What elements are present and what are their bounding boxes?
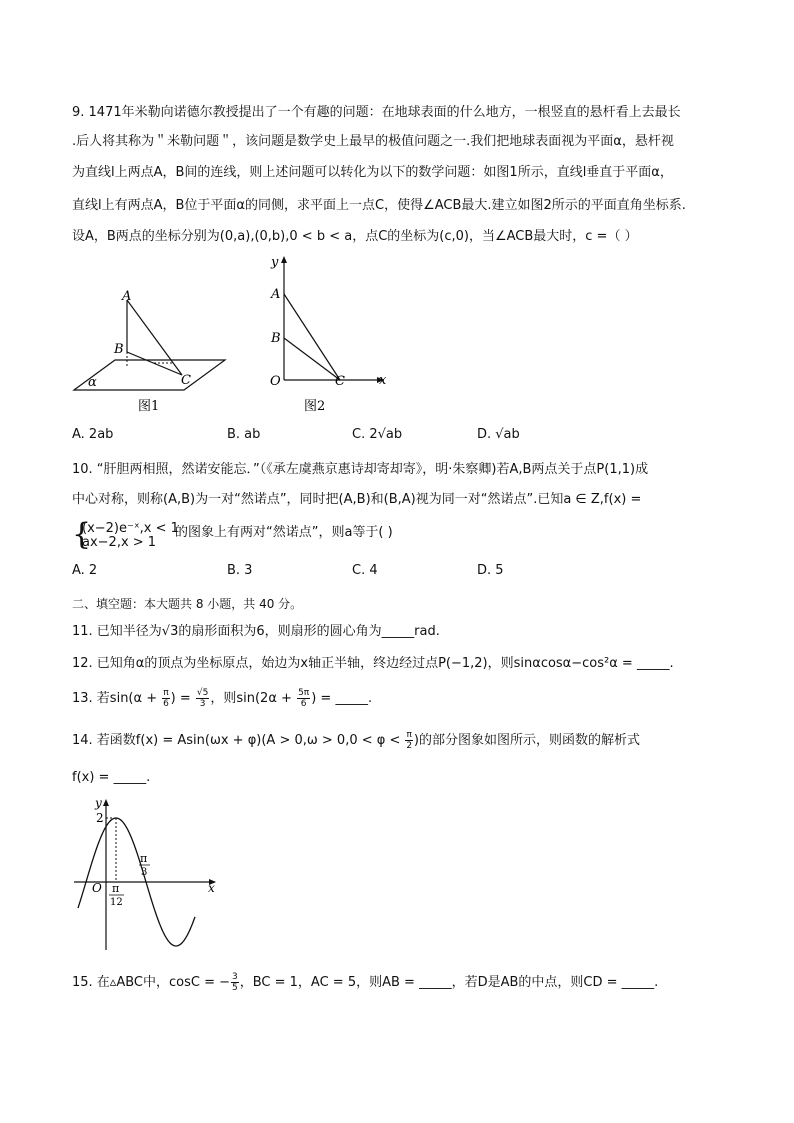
q12: 12. 已知角α的顶点为坐标原点，始边为x轴正半轴，终边经过点P(−1,2)，则sinαcosα−cos²α = _____. — [72, 656, 674, 671]
q10-tail: 的图象上有两对“然诺点”，则a等于( ) — [175, 525, 393, 540]
q13-mid: ) = — [170, 691, 195, 706]
q15-frac-num: 3 — [232, 972, 238, 982]
figure-1 — [70, 280, 230, 420]
q9-option-a: A. 2ab — [72, 427, 114, 442]
graph-label-pi12-den: 12 — [110, 897, 123, 908]
q15-prefix: 15. 在▵ABC中，cosC = − — [72, 975, 230, 990]
graph-label-O: O — [92, 881, 102, 895]
fig2-label-O: O — [270, 374, 281, 389]
section-2-heading: 二、填空题：本大题共 8 小题，共 40 分。 — [72, 597, 303, 611]
q10-option-a: A. 2 — [72, 563, 98, 578]
q10-piece-1: (x−2)e⁻ˣ,x < 1 — [82, 521, 179, 536]
q13-frac2-num: √5 — [196, 688, 209, 698]
fig1-label-A: A — [122, 289, 132, 304]
q9-line-2: .后人将其称为＂米勒问题＂，该问题是数学史上最早的极值问题之一.我们把地球表面视为平面α，悬杆视 — [72, 134, 674, 149]
graph-label-pi12-num: π — [112, 882, 120, 895]
q9-line-5: 设A，B两点的坐标分别为(0,a),(0,b),0 < b < a，点C的坐标为(c,0)，当∠ACB最大时，c =（ ） — [72, 229, 638, 244]
q13-prefix: 13. 若sin(α + — [72, 691, 162, 706]
fig2-label-y: y — [271, 255, 279, 270]
fig2-label-B: B — [271, 331, 281, 346]
q15 — [72, 972, 658, 993]
q9-option-b: B. ab — [227, 427, 261, 442]
q9-option-d: D. √ab — [477, 427, 520, 442]
q14-frac-den: 2 — [406, 741, 413, 751]
q13-frac1-num: π — [163, 688, 169, 698]
graph-label-y: y — [95, 796, 102, 810]
q13-frac3-den: 6 — [300, 699, 307, 709]
q15-frac-den: 5 — [232, 983, 238, 993]
q13 — [72, 688, 372, 709]
q10-piece-2: ax−2,x > 1 — [82, 535, 157, 550]
q14-frac-num: π — [406, 730, 412, 740]
q9-line-3: 为直线l上两点A，B间的连线，则上述问题可以转化为以下的数学问题：如图1所示，直线l垂直于平面α， — [72, 165, 673, 180]
fig2-label-C: C — [335, 374, 345, 389]
q14-sine-graph — [70, 795, 220, 955]
q11: 11. 已知半径为√3的扇形面积为6，则扇形的圆心角为_____rad. — [72, 624, 440, 639]
fig1-label-alpha: α — [88, 375, 97, 390]
fig2-caption: 图2 — [304, 399, 326, 414]
q13-frac2-den: 3 — [199, 699, 206, 709]
q10-option-b: B. 3 — [227, 563, 253, 578]
q15-suffix: ，BC = 1，AC = 5，则AB = _____，若D是AB的中点，则CD = _____. — [239, 975, 659, 990]
q10-line-2: 中心对称，则称(A,B)为一对“然诺点”，同时把(A,B)和(B,A)视为同一对“然诺点”.已知a ∈ Z,f(x) = — [72, 492, 642, 507]
q9-line-1: 9. 1471年米勒向诺德尔教授提出了一个有趣的问题：在地球表面的什么地方，一根竖直的悬杆看上去最长 — [72, 105, 681, 120]
fig2-label-x: x — [379, 373, 387, 388]
q14-line-2: f(x) = _____. — [72, 770, 151, 785]
q13-mid2: ，则sin(2α + — [210, 691, 297, 706]
graph-label-x: x — [208, 881, 215, 895]
fig1-label-B: B — [114, 342, 124, 357]
q14-suffix: )的部分图象如图所示，则函数的解析式 — [413, 733, 640, 748]
fig1-caption: 图1 — [138, 399, 160, 414]
fig2-label-A: A — [271, 287, 281, 302]
q9-option-c: C. 2√ab — [352, 427, 403, 442]
graph-label-pi3-num: π — [140, 852, 148, 865]
graph-label-pi3-den: 3 — [141, 867, 148, 878]
q13-suffix: ) = _____. — [311, 691, 373, 706]
q9-line-4: 直线l上有两点A，B位于平面α的同侧，求平面上一点C，使得∠ACB最大.建立如图2所示的平面直角坐标系. — [72, 198, 686, 213]
graph-label-2: 2 — [96, 811, 104, 825]
q13-frac3-num: 5π — [298, 688, 310, 698]
q14-prefix: 14. 若函数f(x) = Asin(ωx + φ)(A > 0,ω > 0,0 < φ < — [72, 733, 405, 748]
q13-frac1-den: 6 — [163, 699, 169, 709]
figure-2 — [250, 252, 400, 420]
q14-line-1 — [72, 730, 640, 751]
fig1-label-C: C — [181, 373, 191, 388]
q10-option-d: D. 5 — [477, 563, 504, 578]
q10-option-c: C. 4 — [352, 563, 378, 578]
q10-line-1: 10. “肝胆两相照，然诺安能忘．”（《承左虞燕京惠诗却寄却寄》，明·朱察卿)若A,B两点关于点P(1,1)成 — [72, 462, 649, 477]
